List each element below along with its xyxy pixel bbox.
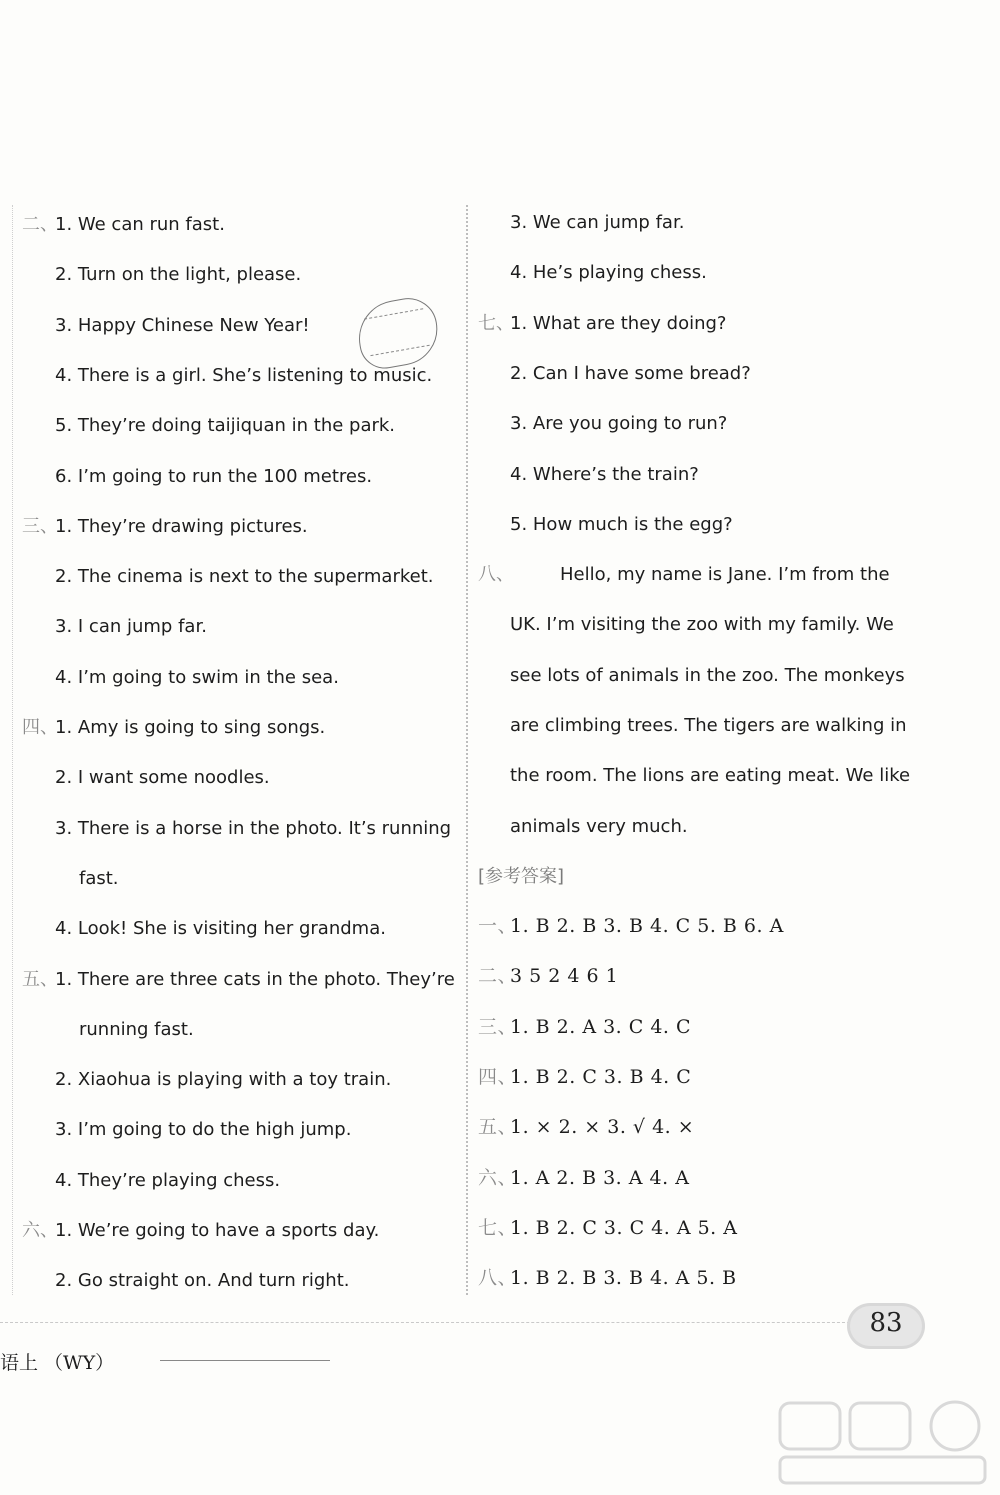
section-number: 二、 (22, 214, 58, 235)
section-number: 七、 (478, 312, 514, 334)
answer-row: 1. B 2. B 3. B 4. C 5. B 6. A (510, 915, 784, 937)
section-number: 三、 (22, 515, 58, 537)
text-line: 3. Are you going to run? (510, 413, 728, 435)
text-line: 5. How much is the egg? (510, 513, 733, 535)
text-line: Hello, my name is Jane. I’m from the (560, 564, 890, 586)
text-line: 1. There are three cats in the photo. They’re (55, 968, 455, 990)
section-number: 一、 (478, 915, 518, 937)
column-divider (466, 205, 468, 1295)
left-margin-rule (12, 205, 13, 1295)
section-number: 八、 (478, 564, 514, 586)
text-line: 1. We can run fast. (55, 214, 225, 235)
text-line: 6. I’m going to run the 100 metres. (55, 465, 373, 487)
text-line: 3. I can jump far. (55, 616, 207, 638)
text-line: fast. (79, 867, 119, 889)
text-line: running fast. (79, 1018, 194, 1040)
section-number: 二、 (478, 965, 518, 988)
text-line: 4. I’m going to swim in the sea. (55, 666, 339, 688)
answer-row: 1. A 2. B 3. A 4. A (510, 1166, 690, 1189)
text-line: 2. Can I have some bread? (510, 362, 751, 384)
text-line: 2. Go straight on. And turn right. (55, 1270, 350, 1292)
text-line: animals very much. (510, 815, 688, 837)
text-line: 4. Look! She is visiting her grandma. (55, 918, 386, 940)
page-number: 83 (869, 1308, 903, 1338)
text-line: 4. There is a girl. She’s listening to music. (55, 364, 433, 386)
text-line: 1. Amy is going to sing songs. (55, 717, 326, 738)
text-line: 4. They’re playing chess. (55, 1169, 281, 1191)
text-line: 3. Happy Chinese New Year! (55, 314, 310, 336)
section-number: 三、 (478, 1015, 518, 1038)
answer-heading: [参考答案] (478, 866, 565, 887)
text-line: 1. They’re drawing pictures. (55, 515, 308, 537)
footer-underline (160, 1360, 330, 1361)
text-line: are climbing trees. The tigers are walking in (510, 715, 907, 736)
answer-row: 1. × 2. × 3. √ 4. × (510, 1116, 695, 1139)
answer-row: 1. B 2. C 3. B 4. C (510, 1065, 692, 1088)
section-number: 四、 (22, 717, 58, 738)
footer-label: 语上 （WY） (0, 1352, 115, 1374)
text-line: 1. What are they doing? (510, 312, 727, 334)
section-number: 五、 (478, 1116, 518, 1139)
text-line: 2. The cinema is next to the supermarket. (55, 566, 434, 588)
section-number: 五、 (22, 968, 58, 990)
text-line: 3. There is a horse in the photo. It’s running (55, 817, 452, 839)
text-line: UK. I’m visiting the zoo with my family. We (510, 614, 894, 636)
text-line: the room. The lions are eating meat. We like (510, 765, 911, 787)
text-line: 5. They’re doing taijiquan in the park. (55, 415, 396, 437)
footer-rule (0, 1322, 860, 1323)
text-line: see lots of animals in the zoo. The monkeys (510, 664, 905, 686)
section-number: 七、 (478, 1216, 518, 1239)
answer-row: 1. B 2. B 3. B 4. A 5. B (510, 1267, 737, 1290)
stamp-seal (353, 294, 443, 373)
text-line: 4. Where’s the train? (510, 463, 699, 485)
section-number: 六、 (478, 1166, 518, 1189)
text-line: 2. I want some noodles. (55, 767, 270, 789)
watermark-logo (770, 1395, 995, 1490)
text-line: 2. Xiaohua is playing with a toy train. (55, 1069, 392, 1091)
text-line: 4. He’s playing chess. (510, 262, 707, 284)
answer-row: 3 5 2 4 6 1 (510, 965, 619, 988)
section-number: 四、 (478, 1065, 518, 1088)
answer-row: 1. B 2. A 3. C 4. C (510, 1015, 692, 1038)
text-line: 3. We can jump far. (510, 212, 685, 233)
text-line: 2. Turn on the light, please. (55, 264, 302, 286)
text-line: 3. I’m going to do the high jump. (55, 1119, 352, 1141)
answer-row: 1. B 2. C 3. C 4. A 5. A (510, 1216, 738, 1239)
section-number: 六、 (22, 1220, 58, 1241)
section-number: 八、 (478, 1267, 518, 1290)
text-line: 1. We’re going to have a sports day. (55, 1220, 380, 1241)
